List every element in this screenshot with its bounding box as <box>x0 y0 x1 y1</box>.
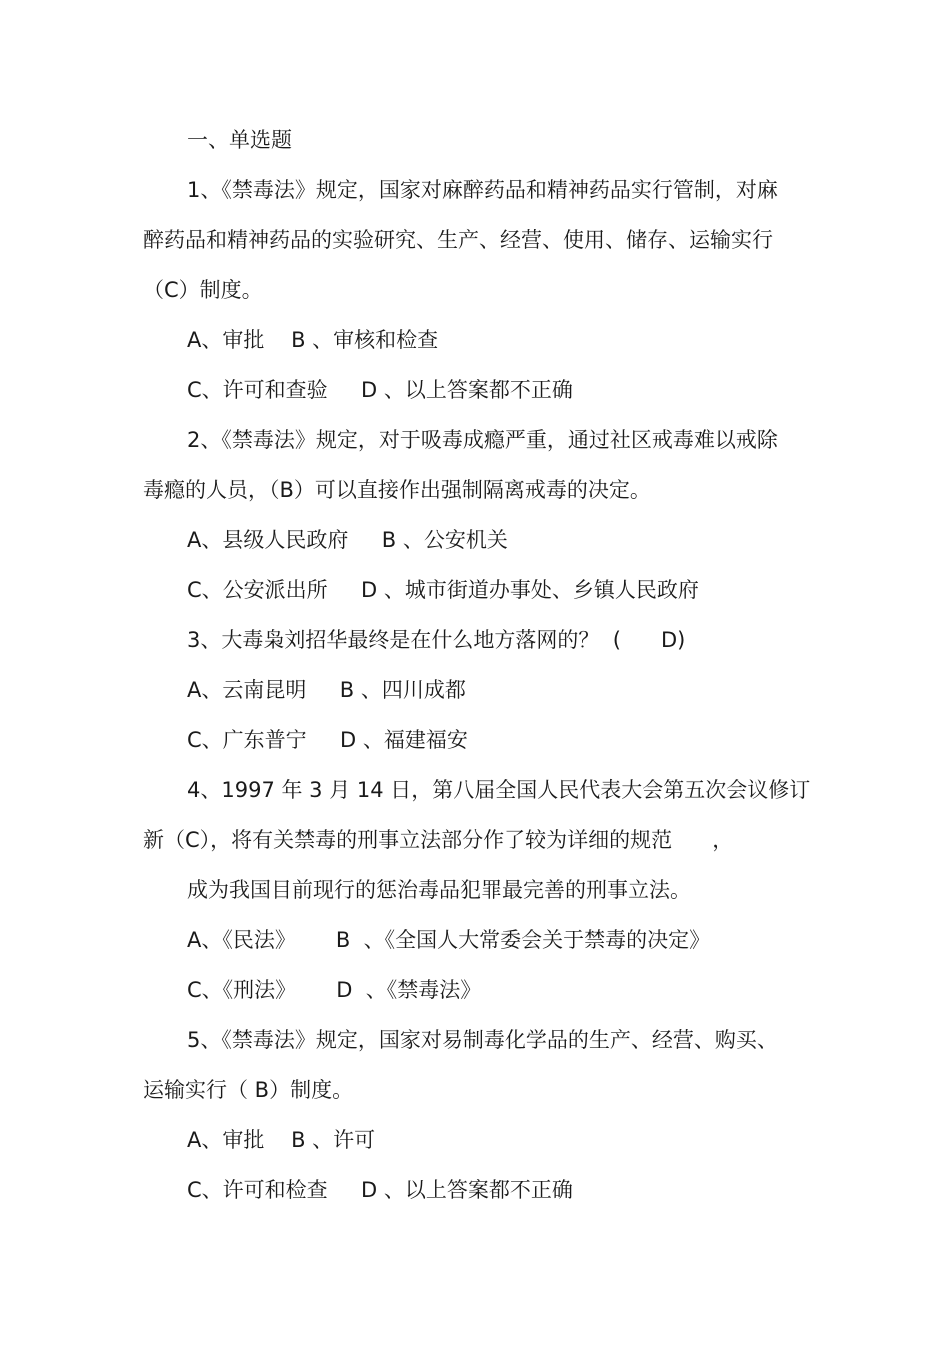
q5-line-2: 运输实行（ B）制度。 <box>143 1078 354 1102</box>
q2-options-cd: C、公安派出所 D 、城市街道办事处、乡镇人民政府 <box>187 578 699 602</box>
q2-options-ab: A、县级人民政府 B 、公安机关 <box>187 528 508 552</box>
section-title: 一、单选题 <box>187 128 292 152</box>
q5-options-cd: C、许可和检查 D 、以上答案都不正确 <box>187 1178 573 1202</box>
q3-options-ab: A、云南昆明 B 、四川成都 <box>187 678 466 702</box>
q5-options-ab: A、审批 B 、许可 <box>187 1128 376 1152</box>
q1-options-cd: C、许可和查验 D 、以上答案都不正确 <box>187 378 573 402</box>
q4-options-cd: C、《刑法》 D 、《禁毒法》 <box>187 978 482 1002</box>
q1-options-ab: A、审批 B 、审核和检查 <box>187 328 439 352</box>
q2-line-1: 2、《禁毒法》规定，对于吸毒成瘾严重，通过社区戒毒难以戒除 <box>187 428 778 452</box>
q3-options-cd: C、广东普宁 D 、福建福安 <box>187 728 468 752</box>
q4-options-ab: A、《民法》 B 、《全国人大常委会关于禁毒的决定》 <box>187 928 711 952</box>
q2-line-2: 毒瘾的人员，（B）可以直接作出强制隔离戒毒的决定。 <box>143 478 651 502</box>
q4-line-2: 新（C），将有关禁毒的刑事立法部分作了较为详细的规范 ， <box>143 828 734 852</box>
q3-line-1: 3、大毒枭刘招华最终是在什么地方落网的？ ( D) <box>187 628 686 652</box>
q4-line-3: 成为我国目前现行的惩治毒品犯罪最完善的刑事立法。 <box>187 878 691 902</box>
q1-line-1: 1、《禁毒法》规定，国家对麻醉药品和精神药品实行管制，对麻 <box>187 178 778 202</box>
q1-line-3: （C）制度。 <box>143 278 263 302</box>
q4-line-1: 4、1997 年 3 月 14 日，第八届全国人民代表大会第五次会议修订 <box>187 778 811 802</box>
q5-line-1: 5、《禁毒法》规定，国家对易制毒化学品的生产、经营、购买、 <box>187 1028 778 1052</box>
q1-line-2: 醉药品和精神药品的实验研究、生产、经营、使用、储存、运输实行 <box>143 228 773 252</box>
